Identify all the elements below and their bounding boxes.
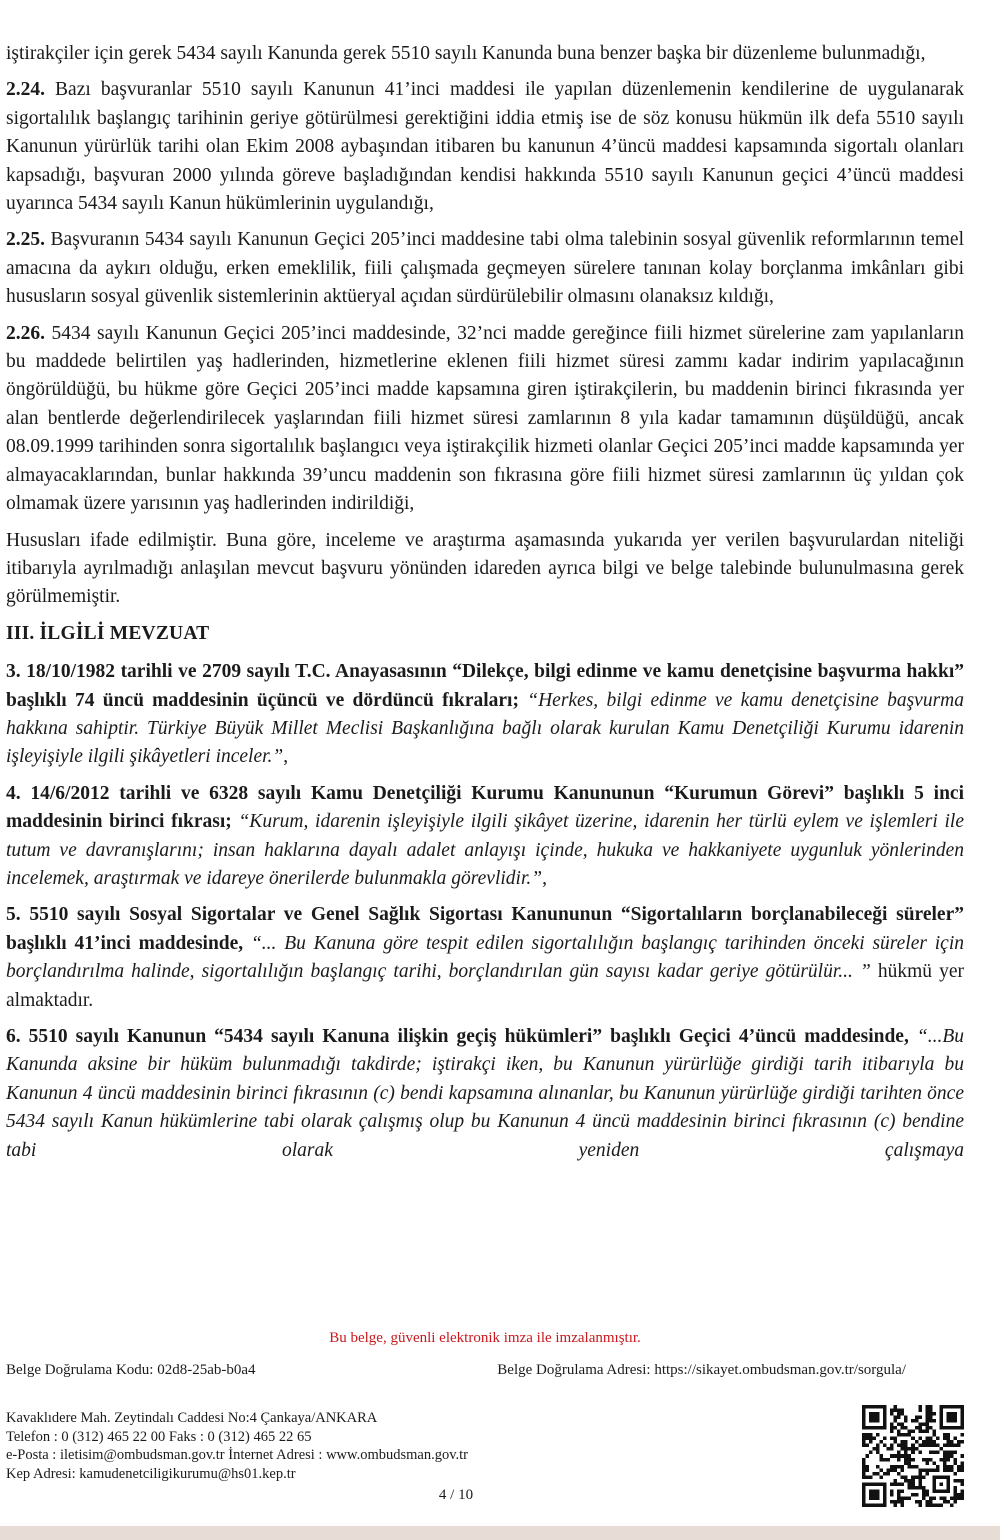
paragraph-2-24 <box>6 76 964 218</box>
document-body <box>6 40 964 1173</box>
legislation-item-4 <box>6 780 964 894</box>
page-number: 4 / 10 <box>438 1487 474 1503</box>
verification-address[interactable]: Belge Doğrulama Adresi: https://sikayet.ombudsman.gov.tr/sorgula/ <box>497 1362 906 1378</box>
paragraph-text: Bazı başvuranlar 5510 sayılı Kanunun 41’inci maddesi ile yapılan düzenlemenin kendilerine de uygulanarak sigortalılık başlangıç tarihinin geriye götürülmesi gerektiğini iddia etmiş ise de söz konusu hükmün ilk defa 5510 sayılı Kanunun yürürlük tarihi olan Ekim 2008 aybaşından itibaren bu kanunun 4’üncü maddesi kapsamında sigortalı olanları kapsadığı, başvuran 2000 yılında göreve başladığından kendisi hakkında 5510 sayılı Kanunun geçici 4’üncü maddesi uyarınca 5434 sayılı Kanun hükümlerinin uygulandığı, <box>6 79 964 215</box>
item-title: 5. 5510 sayılı Sosyal Sigortalar ve Genel Sağlık Sigortası Kanununun “Sigortalıların borçlanabileceği süreler” başlıklı 41’inci maddesinde, <box>6 904 964 954</box>
paragraph-2-25 <box>6 226 964 311</box>
qr-code-icon <box>862 1405 964 1507</box>
paragraph-text: Başvuranın 5434 sayılı Kanunun Geçici 205’inci maddesine tabi olma talebinin sosyal güvenlik reformlarının temel amacına da aykırı olduğu, erken emeklilik, fiili çalışmada geçmeyen sürelere tanınan kolay borçlanma imkânları gibi hususların sosyal güvenlik sistemlerinin aktüeryal açıdan sürdürülebilir olmasını olanaksız kıldığı, <box>6 229 964 308</box>
paragraph-number: 2.26. <box>6 322 45 344</box>
item-tail: hükmü yer almaktadır. <box>6 961 964 1011</box>
item-tail: , <box>542 867 547 889</box>
legislation-item-3 <box>6 658 964 772</box>
contact-block <box>6 1409 964 1483</box>
paragraph-2-26 <box>6 320 964 519</box>
item-title: 6. 5510 sayılı Kanunun “5434 sayılı Kanuna ilişkin geçiş hükümleri” başlıklı Geçici 4’üncü maddesinde, <box>6 1026 909 1047</box>
item-tail: , <box>283 746 289 768</box>
paragraph-continued: iştirakçiler için gerek 5434 sayılı Kanunda gerek 5510 sayılı Kanunda buna benzer başka bir düzenleme bulunmadığı, <box>6 43 926 64</box>
paragraph-number: 2.24. <box>6 79 45 101</box>
paragraph-summary: Hususları ifade edilmiştir. Buna göre, inceleme ve araştırma aşamasında yukarıda yer verilen başvurulardan niteliği itibarıyla ayrılmadığı anlaşılan mevcut başvuru yönünden idareden ayrıca bilgi ve belge talebinde bulunulmasına gerek görülmemiştir. <box>6 529 964 608</box>
e-signature-note: Bu belge, güvenli elektronik imza ile imzalanmıştır. <box>329 1330 641 1346</box>
paragraph-number: 2.25. <box>6 229 45 251</box>
item-title: 4. 14/6/2012 tarihli ve 6328 sayılı Kamu Denetçiliği Kurumu Kanununun “Kurumun Görevi” başlıklı 5 inci maddesinin birinci fıkrası; <box>6 782 964 833</box>
item-quote: “...Bu Kanunda aksine bir hüküm bulunmadığı takdirde; iştirakçi iken, bu Kanunun yürürlüğe girdiği tarih itibarıyla bu Kanunun 4 üncü maddesinin birinci fıkrasının (c) bendi kapsamına alınanlar, bu Kanunun yürürlüğe girdiği tarihten önce 5434 sayılı Kanun hükümlerine tabi olarak çalışmış olup bu Kanunun 4 üncü maddesinin birinci fıkrasının (c) bendine tabi olarak yeniden çalışmaya <box>6 1026 964 1161</box>
verification-row <box>6 1362 964 1379</box>
item-quote: “... Bu Kanuna göre tespit edilen sigortalılığın başlangıç tarihinden önceki süreler için borçlandırılma halinde, sigortalılığın başlangıç tarihi, borçlandırılan gün sayısı kadar geriye götürülür... ” <box>6 932 964 983</box>
kep-address: Kep Adresi: kamudenetciligikurumu@hs01.kep.tr <box>6 1465 296 1482</box>
postal-address: Kavaklıdere Mah. Zeytindalı Caddesi No:4 Çankaya/ANKARA <box>6 1410 378 1426</box>
section-heading: III. İLGİLİ MEVZUAT <box>6 622 210 644</box>
email-website: e-Posta : iletisim@ombudsman.gov.tr İnternet Adresi : www.ombudsman.gov.tr <box>6 1447 468 1463</box>
item-title: 3. 18/10/1982 tarihli ve 2709 sayılı T.C. Anayasasının “Dilekçe, bilgi edinme ve kamu denetçisine başvurma hakkı” başlıklı 74 üncü maddesinin üçüncü ve dördüncü fıkraları; <box>6 661 964 711</box>
legislation-item-6 <box>6 1023 964 1165</box>
item-quote: “Herkes, bilgi edinme ve kamu denetçisine başvurma hakkına sahiptir. Türkiye Büyük Millet Meclisi Başkanlığına bağlı olarak kurulan Kamu Denetçiliği Kurumu idarenin işleyişiyle ilgili şikâyetleri inceler.” <box>6 689 964 768</box>
item-quote: “Kurum, idarenin işleyişiyle ilgili şikâyet üzerine, idarenin her türlü eylem ve işlemleri ile tutum ve davranışlarını; insan haklarına dayalı adalet anlayışı içinde, hukuka ve hakkaniyete uygunluk yönlerinden incelemek, araştırmak ve idareye önerilerde bulunmakla görevlidir.” <box>6 811 964 889</box>
legislation-item-5 <box>6 901 964 1015</box>
bottom-band <box>0 1526 1000 1540</box>
phone-fax: Telefon : 0 (312) 465 22 00 Faks : 0 (312) 465 22 65 <box>6 1428 312 1445</box>
verification-code: Belge Doğrulama Kodu: 02d8-25ab-b0a4 <box>6 1362 256 1378</box>
paragraph-text: 5434 sayılı Kanunun Geçici 205’inci maddesinde, 32’nci madde gereğince fiili hizmet sürelerine zam yapılanların bu maddede belirtilen yaş hadlerinden, hizmetlerine eklenen fiili hizmet süresi zammı kadar indirim yapılacağının öngörüldüğü, bu hükme göre Geçici 205’inci madde kapsamına giren iştirakçilerin, bu maddenin birinci fıkrasında yer alan bentlerde değerlendirilecek yaşlarından fiili hizmet süresi zamlarının 8 yıla kadar tamamının düşüldüğü, ancak 08.09.1999 tarihinden sonra sigortalılık başlangıcı veya iştirakçilik hizmeti olanlar Geçici 205’inci madde kapsamında yer almayacaklarından, bunlar hakkında 39’uncu maddenin son fıkrasına göre fiili hizmet süresi zamlarının üç yıldan çok olmamak üzere yarısının yaş hadlerinden indirildiği, <box>6 322 964 515</box>
